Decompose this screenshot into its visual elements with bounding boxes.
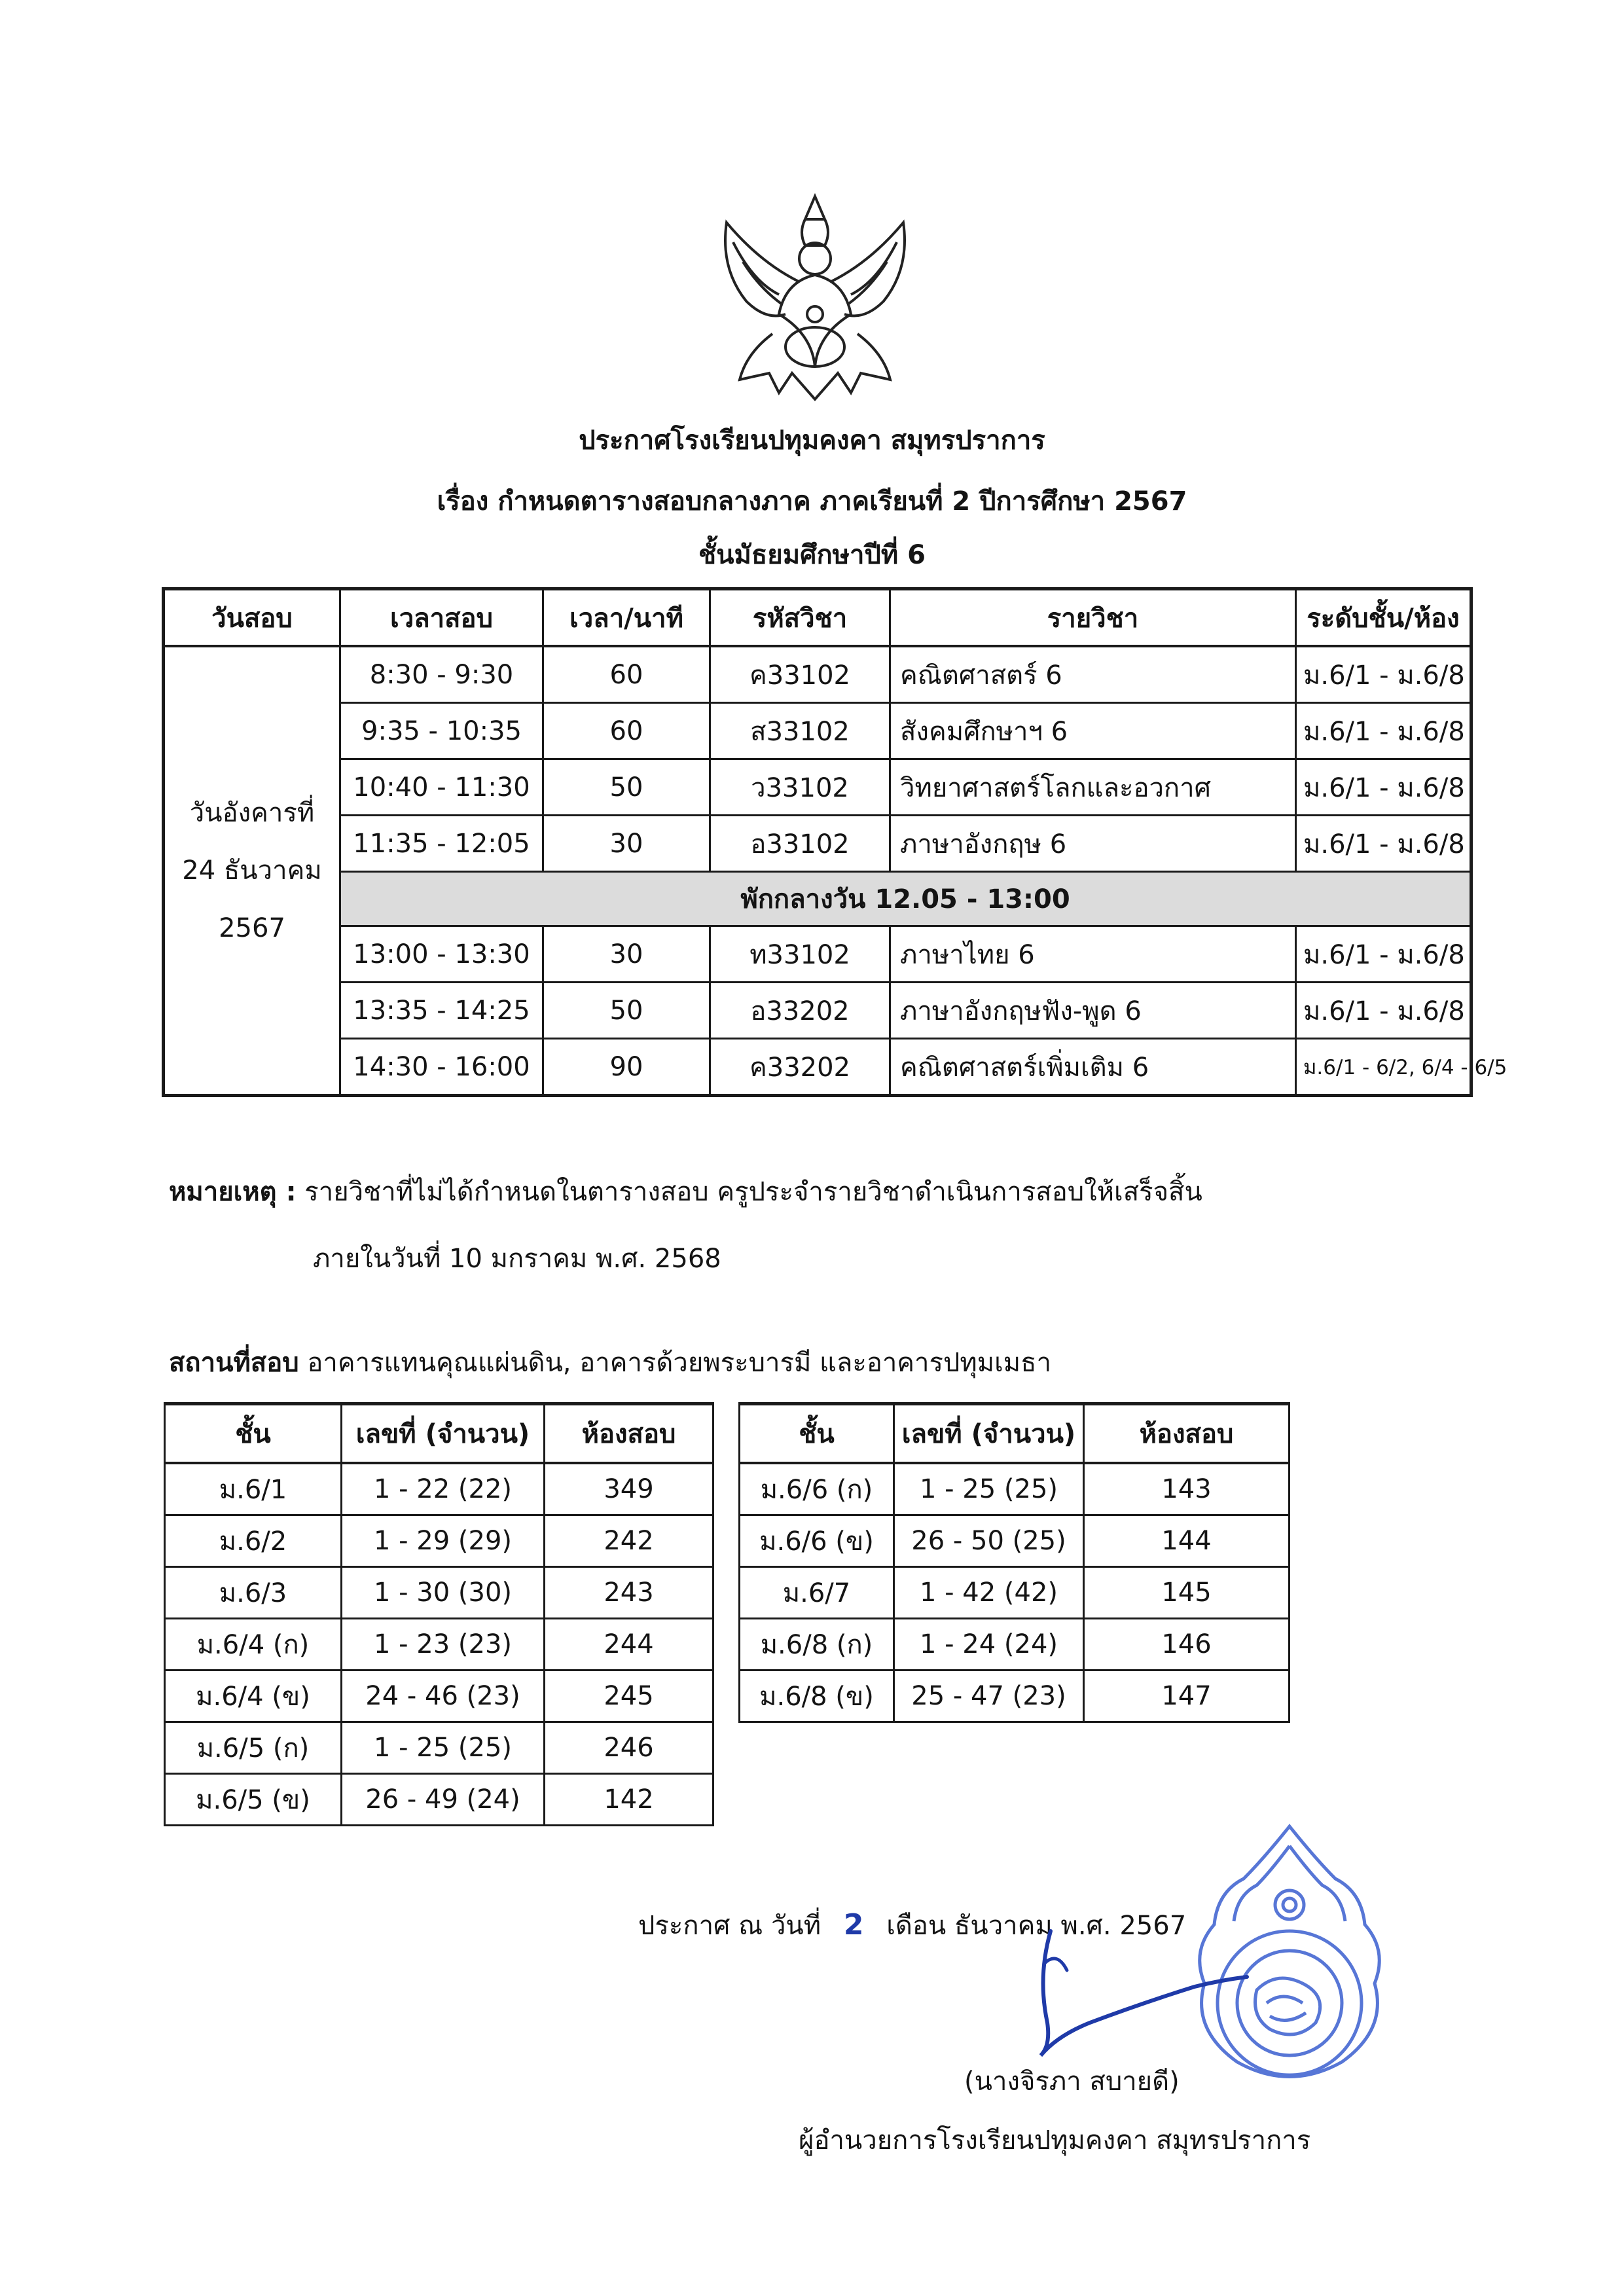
subject-code: ท33102 [710,926,890,983]
header-minutes: เวลา/นาที [543,589,710,647]
class-level: ม.6/1 - ม.6/8 [1296,926,1471,983]
subject-code: ค33202 [710,1039,890,1096]
exam-day-text: วันอังคารที่ 24 ธันวาคม 2567 [182,798,322,943]
table-row [165,1515,713,1567]
table-row [164,926,1471,983]
subject-code: อ33202 [710,983,890,1039]
exam-minutes: 30 [543,816,710,872]
header-seat-numbers: เลขที่ (จำนวน) [894,1404,1084,1464]
class-level: ม.6/1 - ม.6/8 [1296,646,1471,703]
table-row [164,703,1471,759]
seat-cell: 1 - 25 (25) [342,1722,545,1774]
class-cell: ม.6/5 (ข) [165,1774,342,1826]
announcement-subject: เรื่อง กำหนดตารางสอบกลางภาค ภาคเรียนที่ 2 ปีการศึกษา 2567 [437,486,1187,516]
header-exam-room: ห้องสอบ [1084,1404,1290,1464]
seat-cell: 1 - 42 (42) [894,1567,1084,1619]
schedule-header-row [164,589,1471,647]
room-header-row [740,1404,1290,1464]
exam-time: 14:30 - 16:00 [340,1039,543,1096]
header-subject: รายวิชา [890,589,1296,647]
seat-cell: 1 - 30 (30) [342,1567,545,1619]
table-row [165,1567,713,1619]
class-cell: ม.6/7 [740,1567,894,1619]
room-cell: 246 [545,1722,713,1774]
header-exam-room: ห้องสอบ [545,1404,713,1464]
class-level: ม.6/1 - ม.6/8 [1296,759,1471,816]
subject-name: ภาษาอังกฤษฟัง-พูด 6 [890,983,1296,1039]
venue-label: สถานที่สอบ [169,1348,299,1378]
class-cell: ม.6/4 (ข) [165,1671,342,1722]
table-row [165,1722,713,1774]
date-prefix: ประกาศ ณ วันที่ [638,1911,821,1941]
seat-cell: 24 - 46 (23) [342,1671,545,1722]
subject-code: ว33102 [710,759,890,816]
exam-time: 9:35 - 10:35 [340,703,543,759]
class-level: ม.6/1 - 6/2, 6/4 - 6/5 [1296,1039,1471,1096]
exam-day-cell [164,646,340,1096]
room-cell: 349 [545,1463,713,1515]
seat-cell: 25 - 47 (23) [894,1671,1084,1722]
exam-minutes: 90 [543,1039,710,1096]
table-row [164,646,1471,703]
header-class: ชั้น [165,1404,342,1464]
room-cell: 144 [1084,1515,1290,1567]
table-row [740,1567,1290,1619]
class-cell: ม.6/6 (ก) [740,1463,894,1515]
table-row [164,816,1471,872]
class-cell: ม.6/8 (ข) [740,1671,894,1722]
lunch-break-label: พักกลางวัน 12.05 - 13:00 [340,872,1471,926]
room-cell: 147 [1084,1671,1290,1722]
exam-minutes: 60 [543,646,710,703]
exam-minutes: 50 [543,759,710,816]
room-cell: 243 [545,1567,713,1619]
date-day: 2 [843,1908,864,1942]
announcement-title: ประกาศโรงเรียนปทุมคงคา สมุทรปราการ [579,425,1045,456]
venue-text: อาคารแทนคุณแผ่นดิน, อาคารด้วยพระบารมี และอาคารปทุมเมธา [307,1348,1052,1378]
exam-time: 10:40 - 11:30 [340,759,543,816]
table-row [165,1671,713,1722]
class-level: ม.6/1 - ม.6/8 [1296,816,1471,872]
room-header-row [165,1404,713,1464]
class-cell: ม.6/3 [165,1567,342,1619]
date-suffix: เดือน ธันวาคม พ.ศ. 2567 [886,1911,1187,1941]
lunch-break-row [164,872,1471,926]
signer-title: ผู้อำนวยการโรงเรียนปทุมคงคา สมุทรปราการ [799,2125,1311,2156]
room-cell: 146 [1084,1619,1290,1671]
table-row [165,1774,713,1826]
class-cell: ม.6/5 (ก) [165,1722,342,1774]
class-cell: ม.6/4 (ก) [165,1619,342,1671]
seat-cell: 1 - 25 (25) [894,1463,1084,1515]
class-cell: ม.6/8 (ก) [740,1619,894,1671]
header-exam-time: เวลาสอบ [340,589,543,647]
header-subject-code: รหัสวิชา [710,589,890,647]
room-cell: 245 [545,1671,713,1722]
subject-name: วิทยาศาสตร์โลกและอวกาศ [890,759,1296,816]
class-cell: ม.6/6 (ข) [740,1515,894,1567]
table-row [740,1463,1290,1515]
subject-name: สังคมศึกษาฯ 6 [890,703,1296,759]
remark-line-2: ภายในวันที่ 10 มกราคม พ.ศ. 2568 [313,1244,721,1274]
table-row [164,983,1471,1039]
subject-code: อ33102 [710,816,890,872]
class-cell: ม.6/1 [165,1463,342,1515]
room-cell: 142 [545,1774,713,1826]
exam-schedule-table [162,587,1507,1097]
exam-venue [169,1346,1051,1379]
table-row [164,1039,1471,1096]
table-row [740,1671,1290,1722]
exam-minutes: 60 [543,703,710,759]
header-seat-numbers: เลขที่ (จำนวน) [342,1404,545,1464]
seat-cell: 26 - 49 (24) [342,1774,545,1826]
remark-label: หมายเหตุ : [169,1177,297,1207]
room-table-left [164,1402,714,1826]
class-cell: ม.6/2 [165,1515,342,1567]
signer-name: (นางจิรภา สบายดี) [964,2067,1180,2097]
exam-time: 13:00 - 13:30 [340,926,543,983]
exam-minutes: 50 [543,983,710,1039]
table-row [164,759,1471,816]
exam-time: 11:35 - 12:05 [340,816,543,872]
header-class: ชั้น [740,1404,894,1464]
table-row [165,1619,713,1671]
grade-level-title: ชั้นมัธยมศึกษาปีที่ 6 [698,540,926,570]
seat-cell: 1 - 29 (29) [342,1515,545,1567]
room-cell: 145 [1084,1567,1290,1619]
subject-code: ส33102 [710,703,890,759]
room-table-right [738,1402,1290,1723]
seat-cell: 26 - 50 (25) [894,1515,1084,1567]
room-cell: 244 [545,1619,713,1671]
subject-name: คณิตศาสตร์ 6 [890,646,1296,703]
exam-minutes: 30 [543,926,710,983]
subject-name: ภาษาอังกฤษ 6 [890,816,1296,872]
seat-cell: 1 - 22 (22) [342,1463,545,1515]
table-row [740,1619,1290,1671]
class-level: ม.6/1 - ม.6/8 [1296,703,1471,759]
subject-name: ภาษาไทย 6 [890,926,1296,983]
subject-code: ค33102 [710,646,890,703]
remark-text: รายวิชาที่ไม่ได้กำหนดในตารางสอบ ครูประจำรายวิชาดำเนินการสอบให้เสร็จสิ้น [304,1177,1202,1207]
room-cell: 242 [545,1515,713,1567]
garuda-emblem [707,183,923,412]
exam-time: 8:30 - 9:30 [340,646,543,703]
remark-line-1 [169,1176,1202,1208]
table-row [740,1515,1290,1567]
header-class-level: ระดับชั้น/ห้อง [1296,589,1471,647]
seat-cell: 1 - 23 (23) [342,1619,545,1671]
table-row [165,1463,713,1515]
header-exam-day: วันสอบ [164,589,340,647]
room-cell: 143 [1084,1463,1290,1515]
signature [1011,1925,1273,2062]
subject-name: คณิตศาสตร์เพิ่มเติม 6 [890,1039,1296,1096]
exam-time: 13:35 - 14:25 [340,983,543,1039]
seat-cell: 1 - 24 (24) [894,1619,1084,1671]
class-level: ม.6/1 - ม.6/8 [1296,983,1471,1039]
